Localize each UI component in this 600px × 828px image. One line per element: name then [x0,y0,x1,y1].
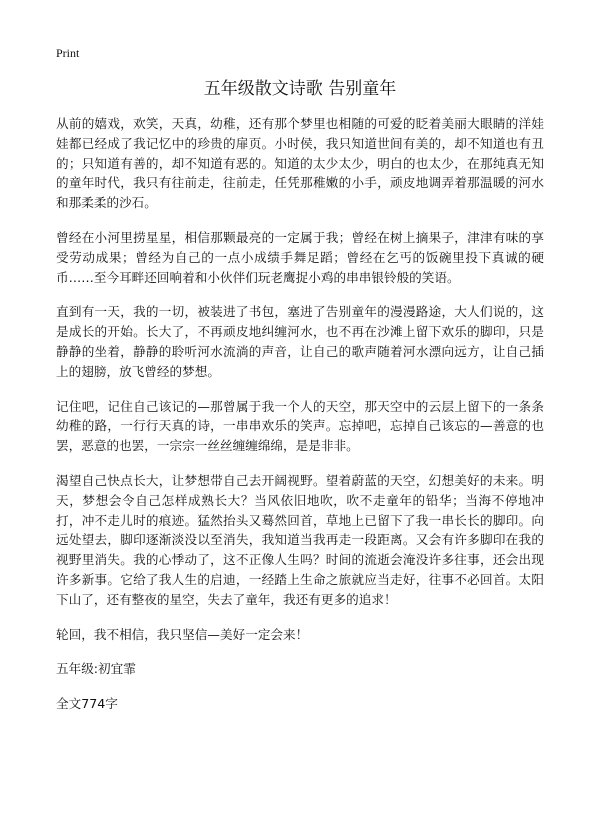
paragraph-4: 记住吧，记住自己该记的—那曾属于我一个人的天空，那天空中的云层上留下的一条条幼稚的路，一行行天真的诗，一串串欢乐的笑声。忘掉吧，忘掉自己该忘的—善意的也罢，恶意的也罢，一宗宗一丝丝缠缠绵绵，是是非非。 [56,398,544,454]
article-title: 五年级散文诗歌 告别童年 [203,79,397,99]
paragraph-6: 轮回，我不相信，我只坚信—美好一定会来！ [56,626,309,642]
paragraph-3: 直到有一天，我的一切，被装进了书包，塞进了告别童年的漫漫路途，大人们说的，这是成长的开始。长大了，不再顽皮地纠缠河水，也不再在沙滩上留下欢乐的脚印，只是静静的坐着，静静的聆听河水流淌的声音，让自己的歌声随着河水漂向远方，让自己插上的翅膀，放飞曾经的梦想。 [56,304,544,379]
paragraph-2: 曾经在小河里捞星星，相信那颗最亮的一定属于我；曾经在树上摘果子，津津有味的享受劳动成果；曾经为自己的一点小成绩手舞足蹈；曾经在乞丐的饭碗里投下真诚的硬币……至今耳畔还回响着和小伙伴们玩老鹰捉小鸡的串串银铃般的笑语。 [56,229,544,285]
author-line: 五年级:初宜霏 [56,661,136,677]
paragraph-5: 渴望自己快点长大，让梦想带自己去开阔视野。望着蔚蓝的天空，幻想美好的未来。明天，梦想会令自己怎样成熟长大？当风依旧地吹，吹不走童年的铅华；当海不停地冲打，冲不走儿时的痕迹。猛然抬头又蓦然回首，草地上已留下了我一串长长的脚印。向远处望去，脚印逐渐淡没以至消失，我知道当我再走一段距离。又会有许多脚印在我的视野里消失。我的心悸动了，这不正像人生吗？时间的流逝会淹没许多往事，还会出现许多新事。它给了我人生的启迪，一经踏上生命之旅就应当走好，往事不必回首。太阳下山了，还有整夜的星空，失去了童年，我还有更多的追求！ [56,472,544,607]
paragraph-1: 从前的嬉戏，欢笑，天真，幼稚，还有那个梦里也相随的可爱的眨着美丽大眼睛的洋娃娃都已经成了我记忆中的珍贵的扉页。小时侯，我只知道世间有美的，却不知道也有丑的；只知道有善的，却不知道有恶的。知道的太少太少，明白的也太少，在那纯真无知的童年时代，我只有往前走，往前走，任凭那稚嫩的小手，顽皮地调弄着那温暖的河水和那柔柔的沙石。 [56,116,544,211]
word-count: 全文774字 [56,696,118,712]
print-link[interactable]: Print [56,46,80,60]
